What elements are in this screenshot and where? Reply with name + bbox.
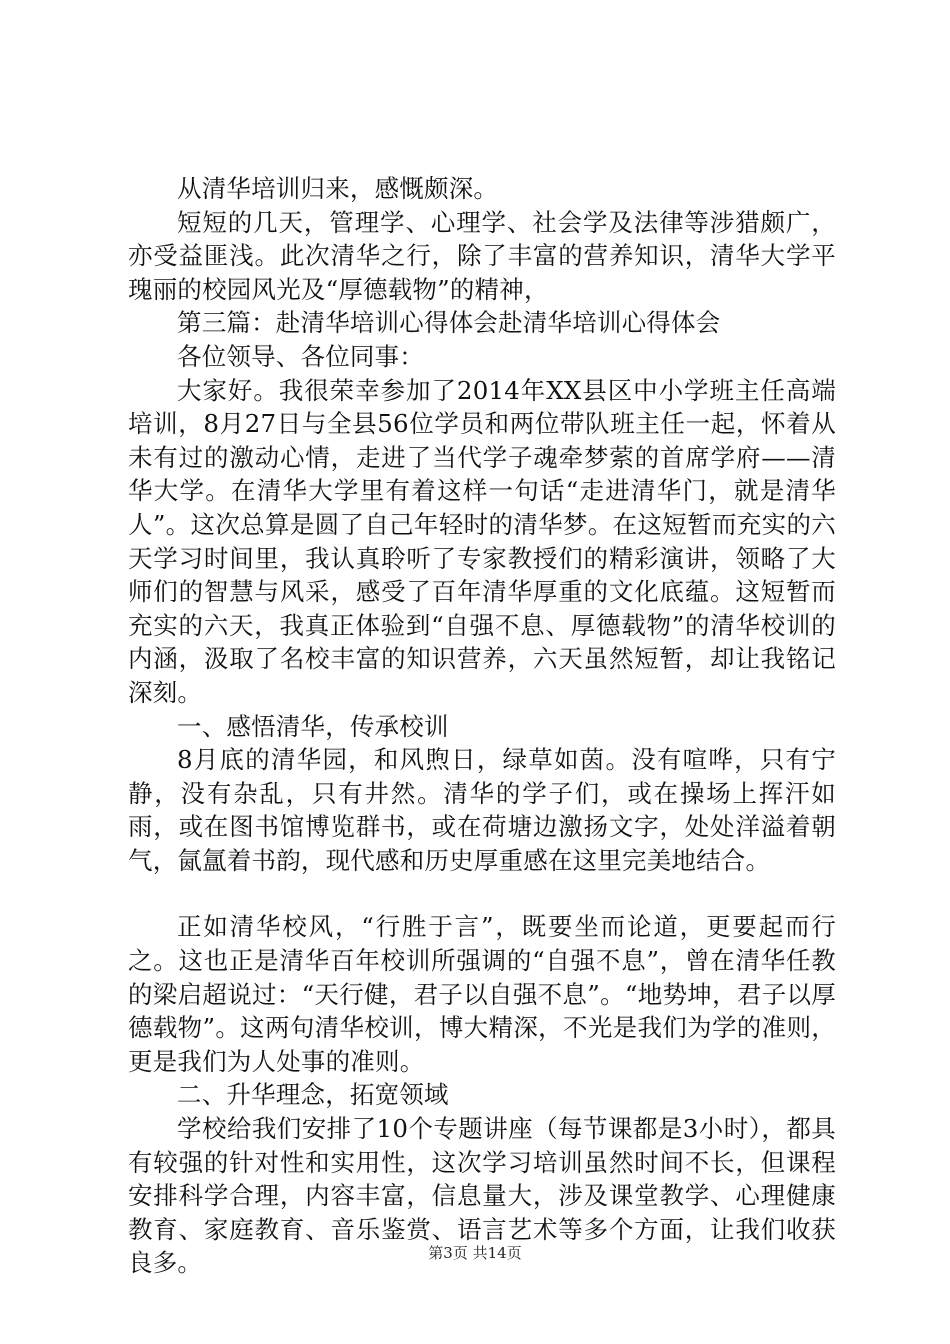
paragraph-campus: 8月底的清华园，和风煦日，绿草如茵。没有喧哗，只有宁静，没有杂乱，只有井然。清华的学子们，或在操场上挥汗如雨，或在图书馆博览群书，或在荷塘边激扬文字，处处洋溢着朝气，氤氲着书韵，现代感和历史厚重感在这里完美地结合。 — [128, 745, 836, 875]
paragraph-few-days: 短短的几天，管理学、心理学、社会学及法律等涉猎颇广，亦受益匪浅。此次清华之行，除了丰富的营养知识，清华大学平瑰丽的校园风光及“厚德载物”的精神， — [128, 207, 836, 304]
paragraph-lectures: 学校给我们安排了10个专题讲座（每节课都是3小时），都具有较强的针对性和实用性，这次学习培训虽然时间不长，但课程安排科学合理，内容丰富，信息量大，涉及课堂教学、心理健康教育、家庭教育、音乐鉴赏、语言艺术等多个方面，让我们收获良多。 — [128, 1114, 836, 1278]
paragraph-return: 从清华培训归来，感慨颇深。 — [177, 174, 499, 203]
section-heading-one: 一、感悟清华，传承校训 — [177, 711, 449, 741]
document-body — [128, 172, 836, 1280]
page-number-footer: 第3页 共14页 — [428, 1244, 522, 1262]
paragraph-motto: 正如清华校风，“行胜于言”，既要坐而论道，更要起而行之。这也正是清华百年校训所强调的“自强不息”，曾在清华任教的梁启超说过：“天行健，君子以自强不息”。“地势坤，君子以厚德载物”。这两句清华校训，博大精深，不光是我们为学的准则，更是我们为人处事的准则。 — [128, 912, 836, 1076]
paragraph-greeting: 大家好。我很荣幸参加了2014年XX县区中小学班主任高端培训，8月27日与全县56位学员和两位带队班主任一起，怀着从未有过的激动心情，走进了当代学子魂牵梦萦的首席学府——清华大学。在清华大学里有着这样一句话“走进清华门，就是清华人”。这次总算是圆了自己年轻时的清华梦。在这短暂而充实的六天学习时间里，我认真聆听了专家教授们的精彩演讲，领略了大师们的智慧与风采，感受了百年清华厚重的文化底蕴。这短暂而充实的六天，我真正体验到“自强不息、厚德载物”的清华校训的内涵，汲取了名校丰富的知识营养，六天虽然短暂，却让我铭记深刻。 — [128, 375, 836, 707]
salutation: 各位领导、各位同事： — [177, 341, 424, 371]
section-heading-part-three: 第三篇：赴清华培训心得体会赴清华培训心得体会 — [177, 308, 721, 338]
section-heading-two: 二、升华理念，拓宽领域 — [177, 1080, 449, 1110]
